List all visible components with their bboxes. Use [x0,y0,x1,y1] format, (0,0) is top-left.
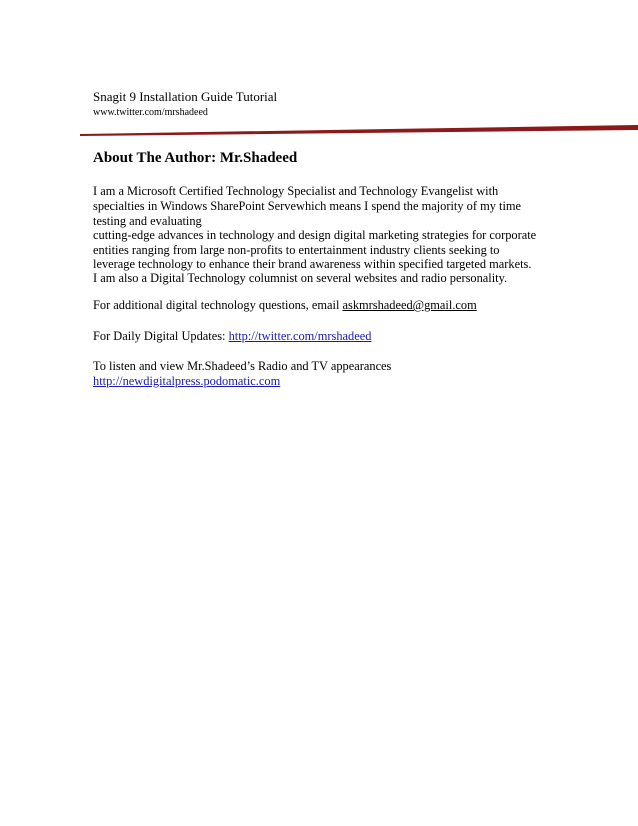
bio-line: specialties in Windows SharePoint Servewhich means I spend the majority of my time [93,199,522,213]
header-divider-rule [80,124,638,136]
radio-tv-text: To listen and view Mr.Shadeed’s Radio and TV appearances [93,359,392,373]
twitter-link[interactable]: http://twitter.com/mrshadeed [228,329,372,343]
header-rule-graphic [80,124,638,136]
bio-line: entities ranging from large non-profits to entertainment industry clients seeking to [93,243,500,257]
bio-line: I am also a Digital Technology columnist on several websites and radio personality. [93,271,508,285]
podcast-link[interactable]: http://newdigitalpress.podomatic.com [93,374,281,388]
email-link[interactable]: askmrshadeed@gmail.com [342,298,477,312]
email-contact-text: For additional digital technology questions, email [93,298,343,312]
email-contact-line [93,298,477,313]
document-header-url: www.twitter.com/mrshadeed [93,107,208,118]
twitter-updates-text: For Daily Digital Updates: [93,329,229,343]
bio-line: testing and evaluating [93,214,202,228]
bio-line: leverage technology to enhance their brand awareness within specified targeted markets. [93,257,532,271]
twitter-updates-line [93,329,371,344]
podcast-line [93,374,280,389]
document-header-title: Snagit 9 Installation Guide Tutorial [93,89,278,104]
bio-line: cutting-edge advances in technology and design digital marketing strategies for corporate [93,228,537,242]
about-author-heading: About The Author: Mr.Shadeed [93,150,298,166]
bio-line: I am a Microsoft Certified Technology Specialist and Technology Evangelist with [93,184,499,198]
